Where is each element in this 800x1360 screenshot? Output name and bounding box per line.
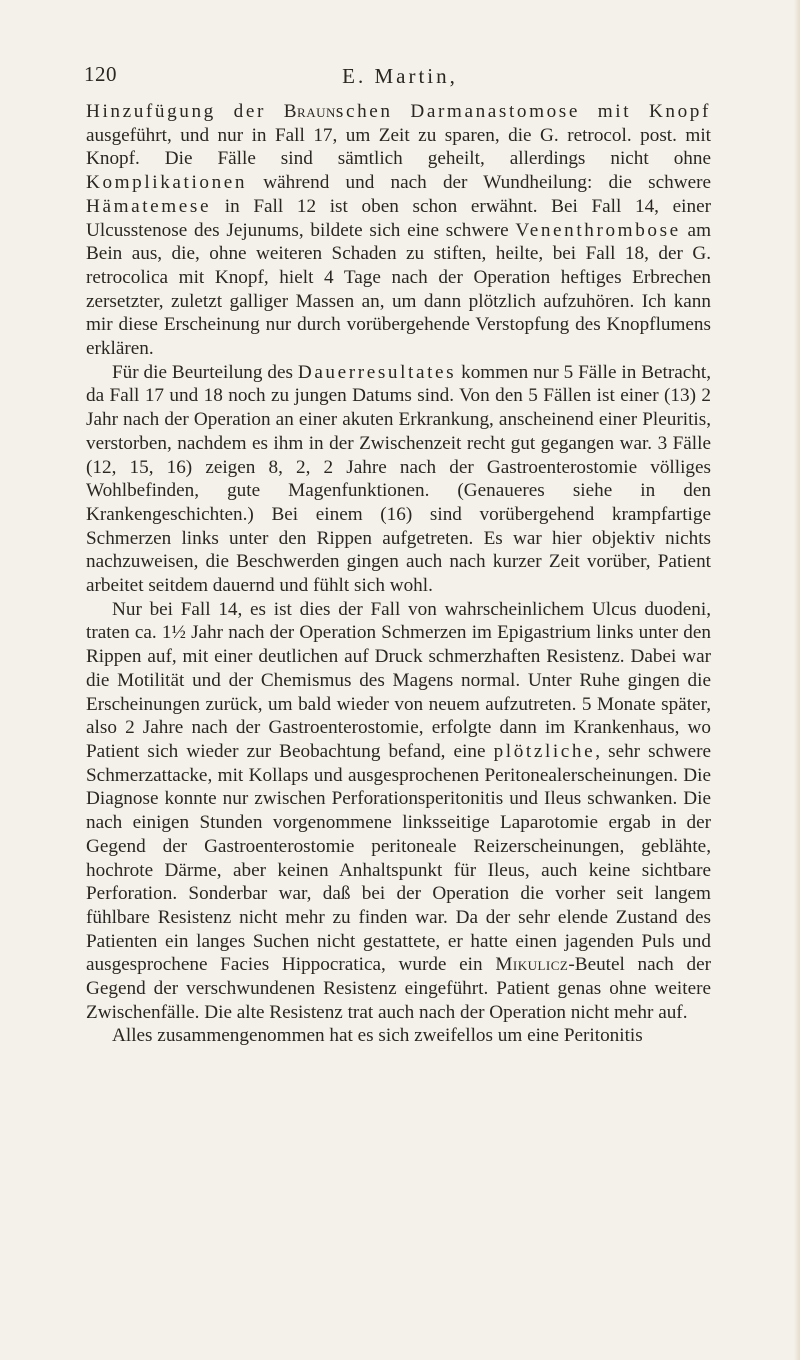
- author-name: Mikulicz: [495, 954, 569, 976]
- text-run: am Bein aus, die, ohne weiteren Schaden zu stiften, heilte, bei Fall 18, der G. retrocolica mit Knopf, hielt 4 Tage nach der Operation heftiges Erbrechen zersetzter, zuletzt galliger Massen an, um dann plötzlich aufzuhören. Ich kann mir diese Erscheinung nur durch vorübergehende Verstopfung des Knopflumens erklären.: [86, 219, 711, 360]
- text-run: schen Darmanastomose mit Knopf: [335, 101, 711, 122]
- text-run: Nur bei Fall 14, es ist dies der Fall von wahrscheinlichem Ulcus duodeni, traten ca. 1½ Jahr nach der Operation Schmerzen im Epigastrium links unter den Rippen auf, mit einer deutlichen auf Druck schmerzhaften Resistenz. Dabei war die Motilität und der Chemismus des Magens normal. Unter Ruhe gingen die Erscheinungen zurück, um bald wieder von neuem aufzutreten. 5 Monate später, also 2 Jahre nach der Gastroenterostomie, erfolgte dann im Krankenhaus, wo Patient sich wieder zur Beobachtung befand, eine: [86, 598, 711, 762]
- text-run: , sehr schwere Schmerzattacke, mit Kollaps und ausgesprochenen Peritonealerscheinungen. Die Diagnose konnte nur zwischen Perforationsperitonitis und Ileus schwanken. Die nach einigen Stunden vorgenommene linksseitige Laparotomie ergab in der Gegend der Gastroenterostomie peritoneale Reizerscheinungen, geblähte, hochrote Därme, aber keinen Anhaltspunkt für Ileus, auch keine sichtbare Perforation. Sonderbar war, daß bei der Operation die vorher seit langem fühlbare Resistenz nicht mehr zu finden war. Da der sehr elende Zustand des Patienten ein langes Suchen nicht gestattete, er hatte einen jagenden Puls und ausgesprochene Facies Hippocratica, wurde ein: [86, 740, 711, 976]
- paragraph-1: [86, 100, 711, 361]
- text-run: plötzliche: [493, 740, 596, 762]
- text-run: Hämatemese: [86, 195, 212, 217]
- text-run: kommen nur 5 Fälle in Betracht, da Fall 17 und 18 noch zu jungen Datums sind. Von den 5 Fällen ist einer (13) 2 Jahr nach der Operation an einer akuten Erkrankung, anscheinend einer Pleuritis, verstorben, nachdem es ihm in der Zwischenzeit recht gut gegangen war. 3 Fälle (12, 15, 16) zeigen 8, 2, 2 Jahre nach der Gastroenterostomie völliges Wohlbefinden, gute Magenfunktionen. (Genaueres siehe in den Krankengeschichten.) Bei einem (16) sind vorübergehend krampfartige Schmerzen links unter den Rippen aufgetreten. Es war hier objektiv nichts nachzuweisen, die Beschwerden gingen auch nach kurzer Zeit vorüber, Patient arbeitet seitdem dauernd und fühlt sich wohl.: [86, 361, 711, 597]
- author-name: Braun: [283, 101, 336, 122]
- text-run: Für die Beurteilung des: [112, 361, 298, 383]
- text-run: während und nach der Wundheilung: die schwere: [247, 172, 711, 194]
- running-head: E. Martin,: [342, 64, 458, 88]
- page-edge-shadow: [794, 0, 800, 1360]
- text-run: Komplikationen: [86, 172, 248, 194]
- paragraph-2: [86, 361, 711, 598]
- paragraph-3: [86, 598, 711, 1025]
- text-run: -Beutel nach der Gegend der verschwundenen Resistenz eingeführt. Patient genas ohne weitere Zwischenfälle. Die alte Resistenz trat auch nach der Operation nicht mehr auf.: [86, 954, 711, 1023]
- text-run: Hinzufügung der: [86, 101, 284, 122]
- text-run: in Fall 12 ist oben schon erwähnt. Bei Fall 14, einer Ulcusstenose des Jejunums, bildete sich eine schwere: [86, 195, 711, 241]
- body-text: [86, 100, 711, 1048]
- paragraph-4: [86, 1024, 711, 1048]
- text-run: Alles zusammengenommen hat es sich zweifellos um eine Peritonitis: [112, 1025, 643, 1047]
- page-number: 120: [84, 62, 117, 86]
- text-run: Venenthrombose: [515, 219, 681, 241]
- text-run: ausgeführt, und nur in Fall 17, um Zeit zu sparen, die G. retrocol. post. mit Knopf. Die Fälle sind sämtlich geheilt, allerdings nicht ohne: [86, 124, 711, 170]
- text-run: Dauerresultates: [297, 361, 457, 383]
